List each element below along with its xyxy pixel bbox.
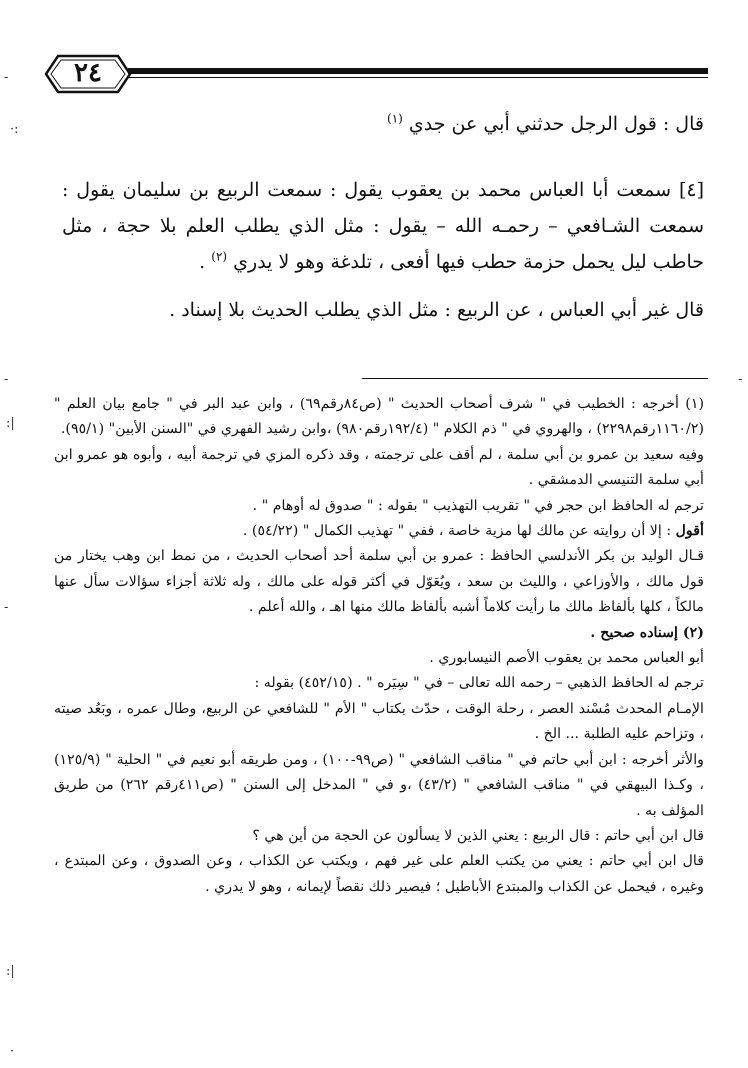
margin-mark: - [4, 70, 9, 85]
main-paragraph-3-text: قال غير أبي العباس ، عن الربيع : مثل الذي يطلب الحديث بلا إسناد . [169, 299, 704, 321]
footnote-2-rabi: قال ابن أبي حاتم : قال الربيع : يعني الذين لا يسألون عن الحجة من أين هي ؟ [252, 827, 704, 844]
footnotes [54, 392, 704, 900]
margin-mark: - [4, 372, 9, 387]
margin-mark: - [738, 372, 743, 387]
header-rule-thin [128, 77, 708, 78]
footnote-2-dhahabi: ترجم له الحافظ الذهبي – رحمه الله تعالى – في " سِيَره " . (٤٥٢/١٥) بقوله : [254, 675, 704, 692]
page-number: ٢٤ [74, 58, 102, 88]
page-number-frame [44, 54, 132, 94]
header-rule [128, 68, 708, 74]
main-paragraph-2-end: . [199, 251, 212, 273]
footnote-1: (١) أخرجه : الخطيب في " شرف أصحاب الحديث " (ص٨٤رقم٦٩) ، وابن عبد البر في " جامع بيان العلم " (١١٦٠/٢رقم٢٢٩٨) ، والهروي في " ذم الكلام " (١٩٢/٤رقم٩٨٠) ،وابن رشيد الفهري في "السنن الأبين" (٩٥/١). [54, 396, 704, 438]
main-line-1 [62, 106, 704, 142]
main-line-1-text: قال : قول الرجل حدثني أبي عن جدي [408, 113, 704, 135]
footnote-1-aqul [54, 519, 704, 544]
footnote-ref-2: (٢) [211, 249, 228, 264]
margin-mark: ·: [10, 122, 19, 137]
footnote-2-explanation: قال ابن أبي حاتم : يعني من يكتب العلم على غير فهم ، ويكتب عن الكذاب ، وعن الصدوق ، وعن المبتدع ، وغيره ، فيحمل عن الكذاب والمبتدع الأباطيل ؛ فيصير ذلك نقصاً لإيمانه ، وهو لا يدري . [54, 853, 704, 895]
footnote-2-narrator: أبو العباس محمد بن يعقوب الأصم النيسابوري . [429, 650, 704, 667]
footnote-2-biography: الإمـام المحدث مُسْند العصر ، رحلة الوقت ، حدّث بكتاب " الأم " للشافعي عن الربيع، وطال عمره ، وبَعُد صيته ، وتزاحم عليه الطلبة ... الخ . [54, 700, 704, 743]
aqul-text: : إلا أن روايته عن مالك لها مزية خاصة ، ففي " تهذيب الكمال " (٥٤/٢٢) . [242, 523, 676, 540]
margin-mark: :| [6, 416, 15, 431]
footnote-1-ibn-hajar: ترجم له الحافظ ابن حجر في " تقريب التهذيب " بقوله : " صدوق له أوهام " . [252, 497, 704, 514]
footnote-1-narrator: وفيه سعيد بن عمرو بن أبي سلمة ، لم أقف على ترجمته ، وقد ذكره المزي في ترجمة أبيه ، وأبوه هو عمرو ابن أبي سلمة التنيسي الدمشقي . [54, 446, 704, 489]
margin-mark: - [4, 600, 9, 615]
main-paragraph-2-text: [٤] سمعت أبا العباس محمد بن يعقوب يقول : سمعت الربيع بن سليمان يقول : سمعت الشـافعي – رحمـه الله – يقول : مثل الذي يطلب العلم بلا حجة ، مثل حاطب ليل يحمل حزمة حطب فيها أفعى ، تلدغة وهو لا يدري [62, 179, 704, 273]
footnote-2-sources: والأثر أخرجه : ابن أبي حاتم في " مناقب الشافعي " (ص٩٩-١٠٠) ، ومن طريقه أبو نعيم في " الحلية " (١٢٥/٩) ، وكـذا البيهقي في " مناقب الشافعي " (٤٣/٢) ،و في " المدخل إلى السنن " (ص٤١١رقم ٢٦٢) من طريق المؤلف به . [54, 751, 704, 819]
margin-mark: · [10, 1044, 15, 1059]
footnote-2: (٢) إسناده صحيح . [590, 624, 704, 641]
main-paragraph-3 [62, 292, 704, 328]
margin-mark: :| [6, 964, 15, 979]
footnote-separator [362, 378, 708, 379]
aqul-label: أقول [675, 523, 704, 540]
footnote-1-walid: قـال الوليد بن بكر الأندلسي الحافظ : عمرو بن أبي سلمة أحد أصحاب الحديث ، من نمط ابن وهب يختار من قول مالك ، والأوزاعي ، والليث بن سعد ، ويُعَوّل في أكثر قوله على مالك ، وله ثلاثة أجزاء سؤالات سأل عنها مالكاً ، كلها بألفاظ مالك ما رأيت كلاماً أشبه بألفاظ مالك منها اهـ ، والله أعلم . [54, 548, 704, 616]
footnote-ref-1: (١) [387, 111, 403, 126]
main-paragraph-2 [62, 172, 704, 280]
